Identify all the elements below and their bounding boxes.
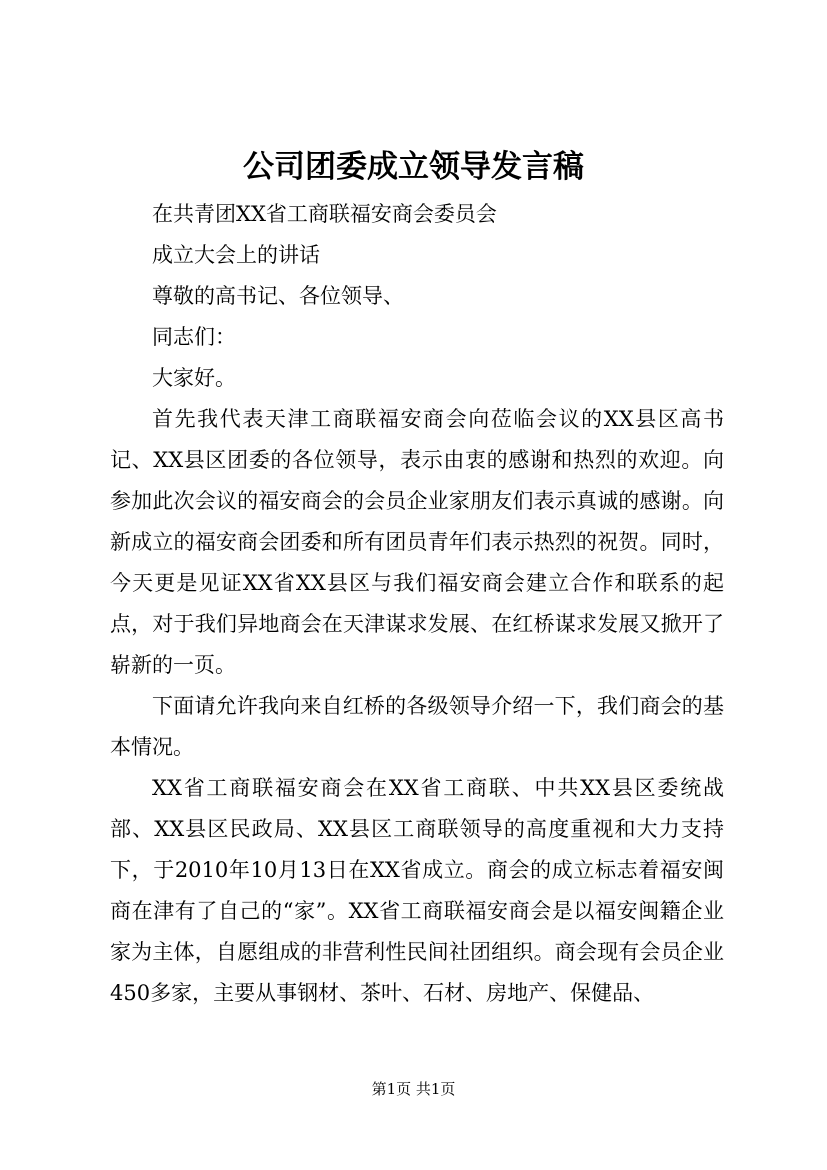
page-footer: 第1页 共1页 [371,1080,456,1098]
paragraph: 大家好。 [152,366,236,390]
paragraph: 首先我代表天津工商联福安商会向莅临会议的XX县区高书记、XX县区团委的各位领导，表示由衷的感谢和热烈的欢迎。向参加此次会议的福安商会的会员企业家朋友们表示真诚的感谢。向新成立的福安商会团委和所有团员青年们表示热烈的祝贺。同时，今天更是见证XX省XX县区与我们福安商会建立合作和联系的起点，对于我们异地商会在天津谋求发展、在红桥谋求发展又掀开了崭新的一页。 [110,407,724,677]
paragraph: XX省工商联福安商会在XX省工商联、中共XX县区委统战部、XX县区民政局、XX县区工商联领导的高度重视和大力支持下，于2010年10月13日在XX省成立。商会的成立标志着福安闽商在津有了自己的“家”。XX省工商联福安商会是以福安闽籍企业家为主体，自愿组成的非营利性民间社团组织。商会现有会员企业450多家，主要从事钢材、茶叶、石材、房地产、保健品、 [110,776,724,1005]
paragraph: 同志们： [152,325,236,349]
document-body [110,194,724,1014]
paragraph: 下面请允许我向来自红桥的各级领导介绍一下，我们商会的基本情况。 [110,694,724,759]
document-title: 公司团委成立领导发言稿 [243,149,584,185]
paragraph: 成立大会上的讲话 [152,243,320,267]
paragraph: 在共青团XX省工商联福安商会委员会 [152,202,497,226]
paragraph: 尊敬的高书记、各位领导、 [152,284,404,308]
